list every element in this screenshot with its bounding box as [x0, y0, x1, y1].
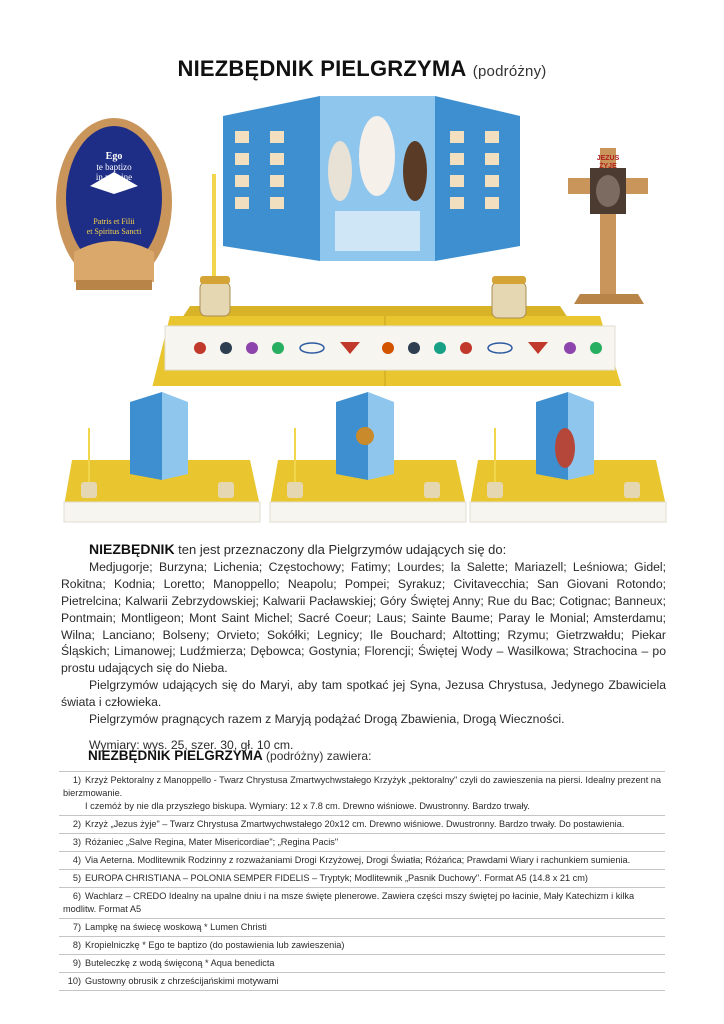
- contents-list: [59, 771, 665, 991]
- intro-lead-rest: ten jest przeznaczony dla Pielgrzymów udających się do:: [174, 542, 507, 557]
- intro-lead: [61, 541, 666, 559]
- contents-heading-strong: NIEZBĘDNIK PIELGRZYMA: [88, 748, 263, 763]
- list-item-number: 7): [72, 922, 81, 932]
- wooden-cross: [568, 148, 648, 304]
- triptych: [223, 96, 520, 261]
- page-title-sub: (podróżny): [472, 63, 547, 80]
- intro-mary: Pielgrzymów udających się do Maryi, aby tam spotkać jej Syna, Jezusa Chrystusa, Jedynego Zbawiciela świata i człowieka.: [61, 678, 666, 710]
- candle-jar-right: [492, 276, 526, 318]
- list-item-text: Krzyż „Jezus żyje" – Twarz Chrystusa Zmartwychwstałego 20x12 cm. Drewno wiśniowe. Dwustronny. Bardzo trwały. Do postawienia.: [85, 819, 625, 829]
- small-set-left: [64, 392, 260, 522]
- list-item: [59, 815, 665, 833]
- list-item-number: 2): [72, 819, 81, 829]
- list-item-number: 5): [72, 873, 81, 883]
- intro-lead-strong: NIEZBĘDNIK: [89, 541, 175, 557]
- list-item-text: Krzyż Pektoralny z Manoppello - Twarz Chrystusa Zmartwychwstałego Krzyżyk „pektoralny" czyli do zawieszenia na piersi. Idealny prezent na bierzmowanie.: [63, 775, 662, 798]
- svg-text:ŻYJE: ŻYJE: [599, 163, 617, 170]
- list-item-text: Wachlarz – CREDO Idealny na upalne dniu i na msze święte plenerowe. Zawiera części mszy świętej po łacinie, Mały Katechizm i kilka modlitw. Format A5: [63, 891, 635, 914]
- list-item-number: 6): [72, 891, 81, 901]
- list-item: [59, 972, 665, 991]
- svg-text:JEZUS: JEZUS: [596, 155, 620, 162]
- list-item-number: 10): [67, 976, 81, 986]
- svg-text:Patris et Filii: Patris et Filii: [93, 217, 135, 226]
- list-item-text: Gustowny obrusik z chrześcijańskimi motywami: [85, 976, 279, 986]
- list-item: [59, 936, 665, 954]
- list-item-number: 9): [72, 958, 81, 968]
- list-item-text-continued: I czemóż by nie dla przyszłego biskupa. Wymiary: 12 x 7.8 cm. Drewno wiśniowe. Dwustronny. Bardzo trwały.: [85, 801, 530, 811]
- page-title-main: NIEZBĘDNIK PIELGRZYMA: [177, 56, 467, 81]
- list-item: [59, 771, 665, 815]
- svg-text:et Spiritus Sancti: et Spiritus Sancti: [86, 227, 142, 236]
- list-item-number: 4): [72, 855, 81, 865]
- list-item: [59, 954, 665, 972]
- svg-text:Ego: Ego: [105, 151, 123, 162]
- list-item-text: EUROPA CHRISTIANA – POLONIA SEMPER FIDELIS – Tryptyk; Modlitewnik „Pasnik Duchowy". Format A5 (14.8 x 21 cm): [85, 873, 588, 883]
- list-item-number: 1): [72, 775, 81, 785]
- list-item-text: Różaniec „Salve Regina, Mater Misericordiae"; „Regina Pacis": [85, 837, 339, 847]
- intro-places: Medjugorje; Burzyna; Lichenia; Częstochowy; Fatimy; Lourdes; la Salette; Mariazell; Leśniowa; Gidel; Rokitna; Kodnia; Loretto; Manoppello; Neapolu; Pompei; Syrakuz; Civitavecchia; San Giovani Rotondo; Pietrelcina; Kalwarii Zebrzydowskiej; Kalwarii Pacławskiej; Góry Świętej Anny; Rue du Bac; Cotignac; Banneux; Pontmain; Montligeon; Mont Saint Michel; Sacré Coeur; Laus; Sainte Baume; Paray le Monial; Amsterdamu; Wilna; Lanciano; Bolseny; Orvieto; Sokółki; Legnicy; Ile Bouchard; Altotting; Rzymu; Gietrzwałdu; Piekar Śląskich; Limanowej; Ludźmierza; Dębowca; Gostynia; Florencji; Świętej Wody – Wasilkowa; Strachocina – po prostu udających się do Nieba.: [61, 559, 666, 676]
- list-item: [59, 833, 665, 851]
- contents-heading-sub: (podróżny) zawiera:: [266, 749, 372, 763]
- list-item-text: Kropielniczkę * Ego te baptizo (do postawienia lub zawieszenia): [85, 940, 345, 950]
- small-set-right: [470, 392, 666, 522]
- list-item: [59, 869, 665, 887]
- list-item-text: Buteleczkę z wodą święconą * Aqua benedicta: [85, 958, 275, 968]
- intro-dimensions: Wymiary: wys. 25, szer. 30, gł. 10 cm.: [89, 737, 294, 752]
- list-item-number: 8): [72, 940, 81, 950]
- page-title: [0, 56, 724, 82]
- hero-product-photo: [40, 86, 690, 386]
- intro-way: Pielgrzymów pragnących razem z Maryją podążać Drogą Zbawienia, Drogą Wieczności.: [89, 712, 565, 727]
- intro-text: [61, 541, 666, 754]
- svg-text:te baptizo: te baptizo: [96, 162, 132, 172]
- contents-heading: [88, 748, 371, 763]
- list-item: [59, 918, 665, 936]
- svg-text:in nomine: in nomine: [95, 172, 133, 182]
- small-set-middle: [270, 392, 466, 522]
- holy-water-medallion: [56, 118, 172, 290]
- list-item-number: 3): [72, 837, 81, 847]
- small-sets-photos: [60, 388, 672, 533]
- list-item: [59, 887, 665, 918]
- list-item-text: Lampkę na świecę woskową * Lumen Christi: [85, 922, 267, 932]
- list-item-text: Via Aeterna. Modlitewnik Rodzinny z rozważaniami Drogi Krzyżowej, Drogi Światła; Różańca; Prawdami Wiary i rachunkiem sumienia.: [85, 855, 631, 865]
- list-item: [59, 851, 665, 869]
